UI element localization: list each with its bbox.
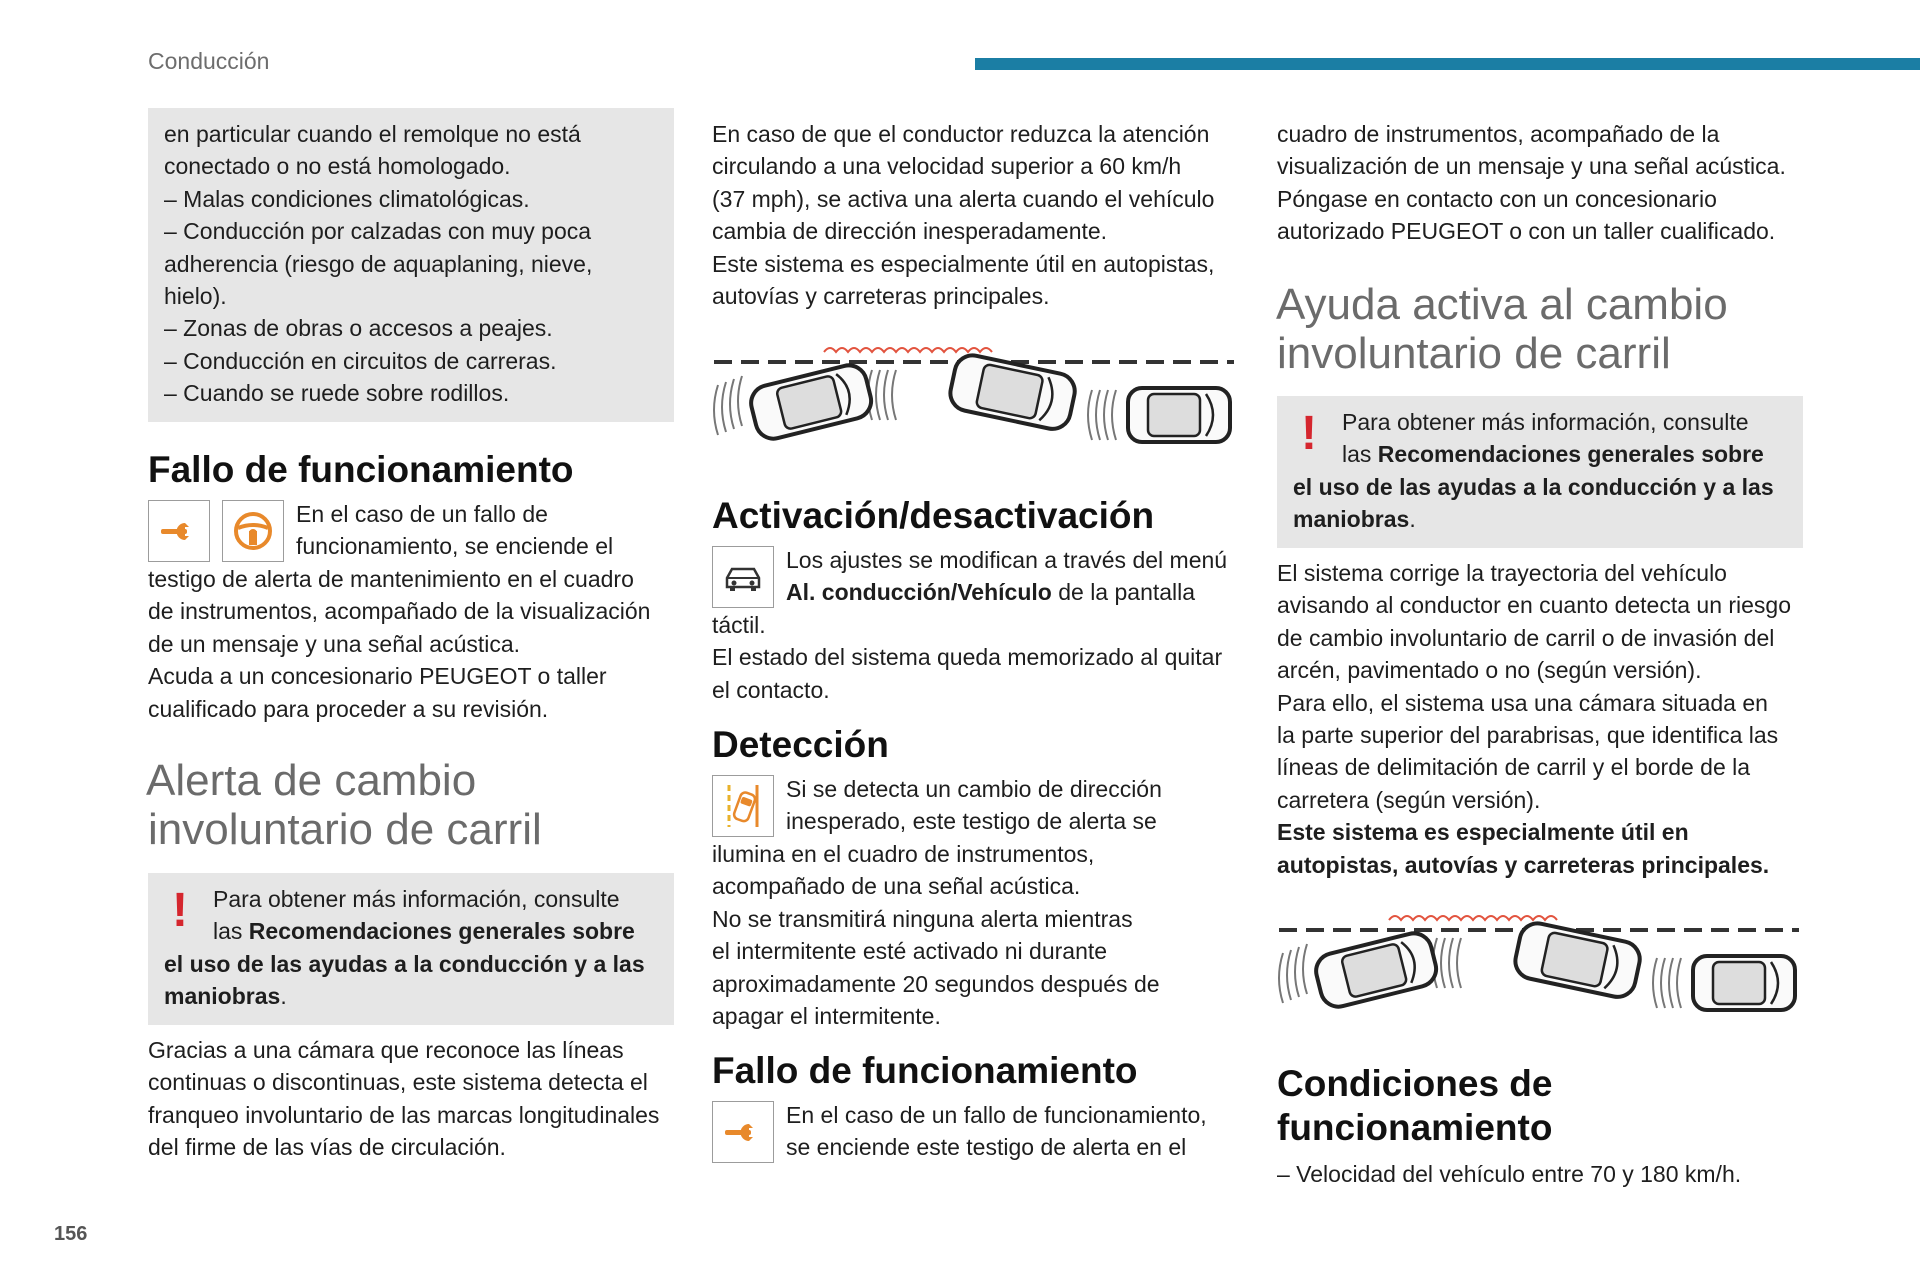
box-line: – Conducción por calzadas con muy poca <box>164 218 592 245</box>
continued-text <box>1277 118 1807 248</box>
lane-warning-icon <box>712 775 774 837</box>
exclamation-icon: ! <box>1301 407 1317 460</box>
car-settings-icon <box>712 546 774 608</box>
note-bold-text: maniobras <box>1293 506 1410 533</box>
note-line: Para obtener más información, consulte <box>213 886 620 912</box>
conditions-heading-line-2: funcionamiento <box>1277 1107 1553 1148</box>
note-text: . <box>1409 506 1416 533</box>
note-line <box>164 915 658 947</box>
box-line: conectado o no está homologado. <box>164 153 511 180</box>
text-line: del firme de las vías de circulación. <box>148 1134 506 1161</box>
list-item: – Velocidad del vehículo entre 70 y 180 km/h. <box>1277 1161 1742 1187</box>
text-line: avisando al conductor en cuanto detecta un riesgo <box>1277 592 1792 619</box>
conditions-list <box>1277 1158 1807 1190</box>
text-line: inesperado, este testigo de alerta se <box>786 808 1157 835</box>
text-line: franqueo involuntario de las marcas longitudinales <box>148 1101 660 1128</box>
text-line: funcionamiento, se enciende el <box>296 533 614 560</box>
text-line: acompañado de una señal acústica. <box>712 873 1081 900</box>
assist-heading-line-1: Ayuda activa al cambio <box>1276 280 1728 329</box>
box-line: en particular cuando el remolque no está <box>164 121 581 147</box>
note-text: las <box>1342 441 1378 468</box>
text-line: cambia de dirección inesperadamente. <box>712 218 1108 245</box>
note-bold-text: Recomendaciones generales sobre <box>1377 441 1764 468</box>
box-line: – Cuando se ruede sobre rodillos. <box>164 380 510 407</box>
text-line: El sistema corrige la trayectoria del vehículo <box>1277 560 1727 586</box>
lane-departure-illustration <box>712 330 1236 455</box>
exclamation-icon: ! <box>172 884 188 937</box>
text-line: de instrumentos, acompañado de la visualización <box>148 598 651 625</box>
text-line: testigo de alerta de mantenimiento en el cuadro <box>148 566 634 592</box>
text-line: el intermitente esté activado ni durante <box>712 938 1108 965</box>
page-number: 156 <box>54 1223 88 1245</box>
note-line: Para obtener más información, consulte <box>1342 409 1749 435</box>
text-line: el contacto. <box>712 676 830 703</box>
text-line: aproximadamente 20 segundos después de <box>712 970 1160 997</box>
note-line <box>164 980 658 1012</box>
text-line: visualización de un mensaje y una señal acústica. <box>1277 153 1786 180</box>
note-text: las <box>213 918 249 945</box>
system-text <box>1277 557 1807 881</box>
detection-text <box>712 838 1242 1032</box>
note-line <box>164 948 658 980</box>
text-line: En el caso de un fallo de <box>296 501 548 527</box>
lane-assist-illustration <box>1277 898 1801 1023</box>
note-bold-text: maniobras <box>164 983 281 1010</box>
text-line: Póngase en contacto con un concesionario <box>1277 185 1717 212</box>
detection-heading: Detección <box>712 724 889 765</box>
wrench-icon <box>712 1101 774 1163</box>
box-line: adherencia (riesgo de aquaplaning, nieve, <box>164 250 593 277</box>
text-line: apagar el intermitente. <box>712 1003 941 1030</box>
activation-text-side <box>786 544 1246 609</box>
note-bold-text: el uso de las ayudas a la conducción y a las <box>164 950 645 977</box>
box-line: hielo). <box>164 283 227 310</box>
text-line <box>786 576 1246 608</box>
conditions-heading-line-1: Condiciones de <box>1277 1063 1553 1104</box>
bold-text: autopistas, autovías y carreteras principales. <box>1277 851 1770 878</box>
activation-heading: Activación/desactivación <box>712 495 1155 536</box>
text-line: autovías y carreteras principales. <box>712 283 1050 310</box>
intro-text <box>712 118 1242 312</box>
text-line: No se transmitirá ninguna alerta mientras <box>712 905 1133 932</box>
steering-wheel-icon <box>222 500 284 562</box>
text-line: líneas de delimitación de carril y el borde de la <box>1277 754 1751 781</box>
detection-text-side <box>786 773 1246 838</box>
note-line <box>1293 471 1787 503</box>
note-line <box>1293 438 1787 470</box>
box-line: – Zonas de obras o accesos a peajes. <box>164 315 553 342</box>
note-bold-text: Recomendaciones generales sobre <box>248 918 635 945</box>
text-line: de cambio involuntario de carril o de invasión del <box>1277 624 1775 651</box>
fault-text-side-2 <box>786 1099 1246 1164</box>
note-line <box>1293 503 1787 535</box>
text-line: autorizado PEUGEOT o con un taller cualificado. <box>1277 218 1776 245</box>
text-line: cualificado para proceder a su revisión. <box>148 695 549 722</box>
text-line: se enciende este testigo de alerta en el <box>786 1134 1187 1161</box>
menu-path-text: Al. conducción/Vehículo <box>786 579 1052 606</box>
text-line: Este sistema es especialmente útil en autopistas, <box>712 250 1215 277</box>
text-line: carretera (según versión). <box>1277 786 1541 813</box>
box-line: – Conducción en circuitos de carreras. <box>164 347 557 374</box>
text-line <box>1277 816 1807 848</box>
text-line: arcén, pavimentado o no (según versión). <box>1277 657 1702 684</box>
fault-text-side <box>296 498 676 563</box>
box-line: – Malas condiciones climatológicas. <box>164 185 530 212</box>
section-label: Conducción <box>148 48 270 74</box>
fault-text <box>148 563 678 725</box>
text-line: Los ajustes se modifican a través del menú <box>786 547 1228 573</box>
assist-heading-line-2: involuntario de carril <box>1277 329 1671 378</box>
text-line: cuadro de instrumentos, acompañado de la <box>1277 121 1720 147</box>
conditions-list-box <box>148 108 674 422</box>
text-line: ilumina en el cuadro de instrumentos, <box>712 841 1095 867</box>
text-span: de la pantalla <box>1051 579 1196 606</box>
info-note-box <box>148 873 674 1025</box>
text-line: Gracias a una cámara que reconoce las líneas <box>148 1037 624 1063</box>
alert-heading-line-2: involuntario de carril <box>148 805 542 854</box>
alert-heading-line-1: Alerta de cambio <box>146 756 477 805</box>
note-text: . <box>280 983 287 1010</box>
text-line: de un mensaje y una señal acústica. <box>148 630 521 657</box>
camera-text <box>148 1034 678 1164</box>
text-line: continuas o discontinuas, este sistema detecta el <box>148 1069 648 1096</box>
wrench-icon <box>148 500 210 562</box>
text-line: táctil. <box>712 612 766 638</box>
text-line: El estado del sistema queda memorizado al quitar <box>712 644 1223 671</box>
text-line: Para ello, el sistema usa una cámara situada en <box>1277 689 1768 716</box>
text-line: (37 mph), se activa una alerta cuando el vehículo <box>712 185 1215 212</box>
text-line: la parte superior del parabrisas, que identifica las <box>1277 722 1779 749</box>
fault-heading-2: Fallo de funcionamiento <box>712 1050 1138 1091</box>
text-line: Acuda a un concesionario PEUGEOT o taller <box>148 663 607 690</box>
text-line <box>1277 849 1807 881</box>
bold-text: Este sistema es especialmente útil en <box>1277 819 1689 846</box>
text-line: En el caso de un fallo de funcionamiento, <box>786 1102 1207 1128</box>
text-line: En caso de que el conductor reduzca la atención <box>712 121 1210 147</box>
fault-heading: Fallo de funcionamiento <box>148 449 574 490</box>
header-accent-bar <box>975 58 1920 70</box>
info-note-box <box>1277 396 1803 548</box>
text-line: Si se detecta un cambio de dirección <box>786 776 1162 802</box>
text-line: circulando a una velocidad superior a 60 km/h <box>712 153 1182 180</box>
note-bold-text: el uso de las ayudas a la conducción y a las <box>1293 473 1774 500</box>
activation-text <box>712 609 1242 706</box>
